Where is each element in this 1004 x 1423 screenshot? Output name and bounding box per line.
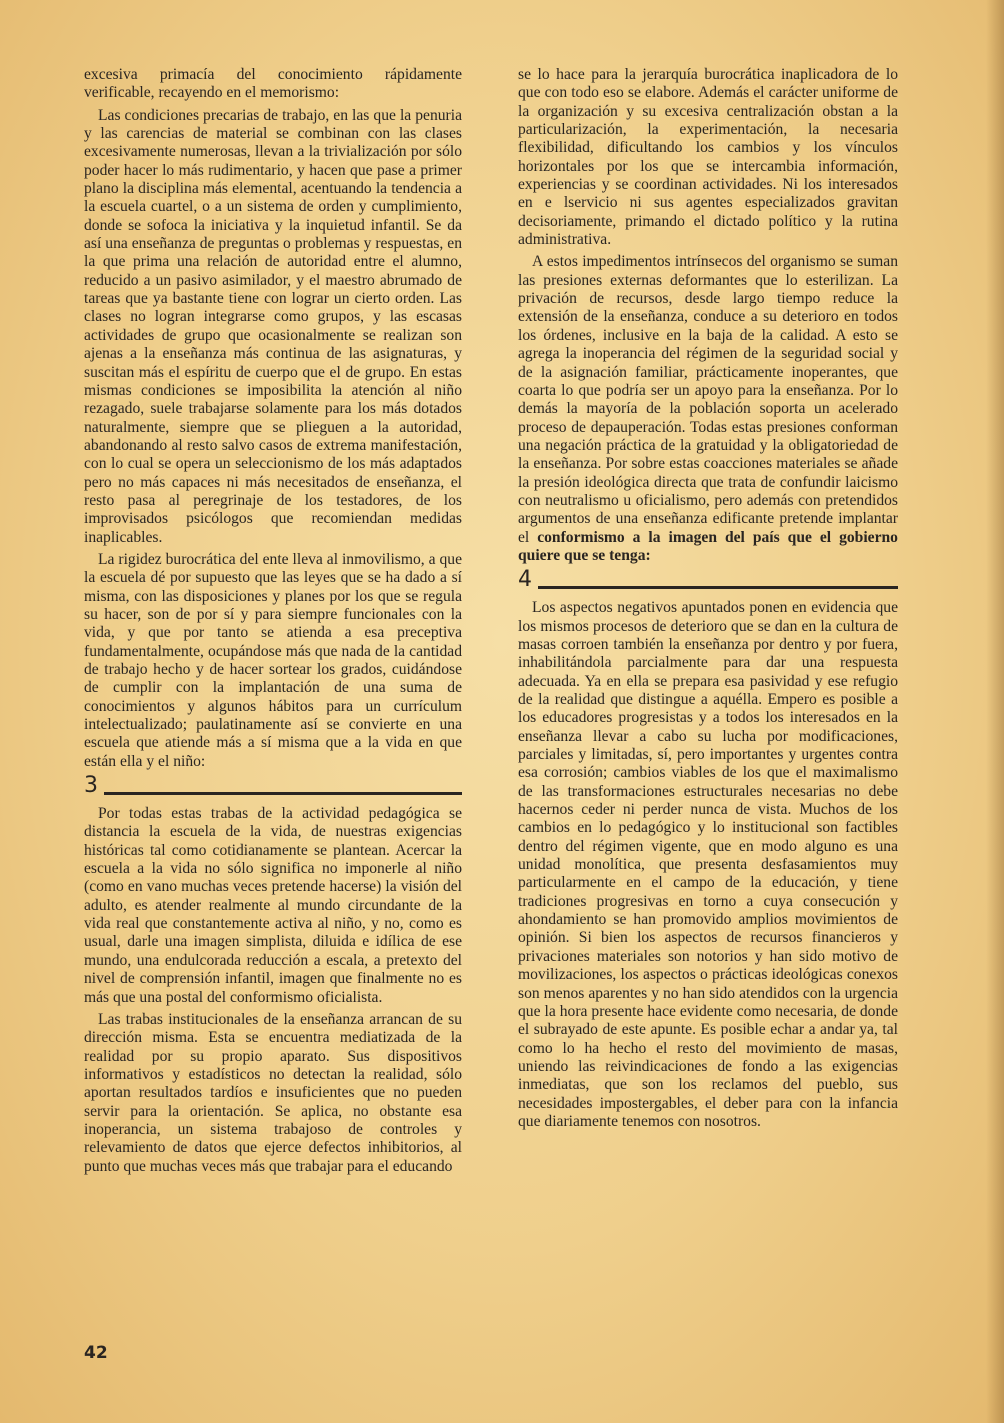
right-column bbox=[518, 66, 898, 1131]
paragraph: Los aspectos negativos apuntados ponen en evidencia que los mismos procesos de deterioro que se dan en la cultura de masas corroen también la enseñanza por dentro y por fuera, inhabilitándola parcialmente para dar una respuesta adecuada. Ya en ella se prepara esa pasividad y ese refugio de la realidad que distingue a aquélla. Empero es posible a los educadores progresistas y a todos los interesados en la enseñanza llevar a cabo su lucha por modificaciones, parciales y limitadas, sí, pero importantes y urgentes contra esa corrosión; cambios viables de los que el maximalismo de las transformaciones estructurales necesarias no debe hacernos ceder ni perder nunca de vista. Muchos de los cambios en lo pedagógico y lo institucional son factibles dentro del régimen vigente, que en modo alguno es una unidad monolítica, que presenta desfasamientos muy particularmente en el campo de la educación, y tiene tradiciones progresivas en torno a cuya consecución y ahondamiento se han promovido amplios movimientos de opinión. Si bien los aspectos de recursos financieros y privaciones materiales son notorios y han sido motivo de movilizaciones, los aspectos o prácticas ideológicas conexos son menos aparentes y no han sido atendidos con la urgencia que la hora presente hace evidente como necesaria, de donde el subrayado de este apunte. Es posible echar a andar ya, tal como lo ha hecho el resto del movimiento de masas, uniendo las reivindicaciones de fondo a las exigencias inmediatas, que son los reclamos del pueblo, sus necesidades impostergables, el deber para con la infancia que diariamente tenemos con nosotros. bbox=[518, 599, 898, 1130]
section-rule bbox=[104, 792, 462, 795]
section-heading-4 bbox=[518, 567, 898, 591]
paragraph: Las condiciones precarias de trabajo, en las que la penuria y las carencias de material se combinan con las clases excesivamente numerosas, llevan a la trivialización por sólo poder hacer lo más rudimentario, y hacen que pase a primer plano la disciplina más elemental, acentuando la tendencia a la escuela cuartel, o a un sistema de orden y cumplimiento, donde se sofoca la iniciativa y la inquietud infantil. Se da así una enseñanza de preguntas o problemas y respuestas, en la que prima una relación de autoridad entre el alumno, reducido a un pasivo asimilador, y el maestro abrumado de tareas que ya bastante tiene con lograr un cierto orden. Las clases no logran integrarse como grupos, y las escasas actividades de grupo que ocasionalmente se realizan son ajenas a la enseñanza más continua de las asignaturas, y suscitan más el espíritu de cuerpo que el de grupo. En estas mismas condiciones se imposibilita la atención al niño rezagado, suele trabajarse solamente para los más dotados naturalmente, siempre que se plieguen a la autoridad, abandonando al resto salvo casos de extrema manifestación, con lo cual se opera un seleccionismo de los más adaptados pero no más capaces ni más necesitados de enseñanza, el resto pasa al peregrinaje de los testadores, de los improvisados psicólogos que recomiendan medidas inaplicables. bbox=[84, 106, 462, 546]
section-heading-3 bbox=[84, 773, 462, 797]
paragraph: La rigidez burocrática del ente lleva al inmovilismo, a que la escuela dé por supuesto que las leyes que se ha dado a sí misma, con las disposiciones y planes por los que se regula su hacer, son de por sí y para siempre funcionales con la vida, y que por tanto se atienda a esa preceptiva fundamentalmente, ocupándose más que nada de la cantidad de trabajo hecho y de hacer sortear los grados, cuidándose de cumplir con la implantación de una suma de conocimientos y algunos hábitos para un currículum intelectualizado; paulatinamente así se convierte en una escuela que atiende más a sí misma que a la vida en que están ella y el niño: bbox=[84, 550, 462, 770]
paragraph bbox=[518, 253, 898, 565]
page-number: 42 bbox=[84, 1343, 108, 1363]
left-column bbox=[84, 66, 462, 1176]
paragraph-text: A estos impedimentos intrínsecos del organismo se suman las presiones externas deformantes que lo esterilizan. La privación de recursos, desde largo tiempo reduce la extensión de la enseñanza, conduce a su deterioro en todos los órdenes, inclusive en la baja de la calidad. A esto se agrega la inoperancia del régimen de la seguridad social y de la asignación familiar, prácticamente inoperantes, que coarta lo que podría ser un apoyo para la enseñanza. Por lo demás la mayoría de la población soporta un acelerado proceso de depauperación. Todas estas presiones conforman una negación práctica de la gratuidad y la obligatoriedad de la enseñanza. Por sobre estas coacciones materiales se añade la presión ideológica directa que trata de confundir laicismo con neutralismo u oficialismo, pero además con pretendidos argumentos de una enseñanza edificante pretende implantar el bbox=[518, 253, 898, 546]
paragraph: Por todas estas trabas de la actividad pedagógica se distancia la escuela de la vida, de nuestras exigencias históricas tal como cotidianamente se plantean. Acercar la escuela a la vida no sólo significa no imponerle al niño (como en vano muchas veces pretende hacerse) la visión del adulto, es atender realmente al mundo circundante de la vida real que constantemente activa al niño, y no, como es usual, darle una imagen simplista, diluida e idílica de ese mundo, una endulcorada reducción a escala, a pretexto del nivel de comprensión infantil, imagen que finalmente no es más que una postal del conformismo oficialista. bbox=[84, 805, 462, 1006]
section-number: 3 bbox=[84, 773, 98, 799]
paragraph-bold-text: conformismo a la imagen del país que el gobierno quiere que se tenga: bbox=[518, 528, 898, 564]
paragraph: excesiva primacía del conocimiento rápidamente verificable, recayendo en el memorismo: bbox=[84, 66, 462, 102]
section-number: 4 bbox=[518, 567, 532, 593]
page-spine-shadow bbox=[986, 0, 1004, 1423]
section-rule bbox=[538, 586, 898, 589]
paragraph: Las trabas institucionales de la enseñanza arrancan de su dirección misma. Esta se encuentra mediatizada de la realidad por su propio aparato. Sus dispositivos informativos y estadísticos no detectan la realidad, sólo aportan resultados tardíos e insuficientes que no pueden servir para la orientación. Se aplica, no obstante esa inoperancia, un sistema trabajoso de controles y relevamiento de datos que ejerce defectos inhibitorios, al punto que muchas veces más que trabajar para el educando bbox=[84, 1010, 462, 1175]
paragraph: se lo hace para la jerarquía burocrática inaplicadora de lo que con todo eso se elabore. Además el carácter uniforme de la organización y su excesiva centralización obstan a la particularización, la experimentación, la necesaria flexibilidad, dificultando los cambios y los vínculos horizontales por los que se intercambia información, experiencias y se coordinan actividades. Ni los interesados en e lservicio ni sus agentes especializados gravitan decisoriamente, primando el dictado político y la rutina administrativa. bbox=[518, 66, 898, 249]
